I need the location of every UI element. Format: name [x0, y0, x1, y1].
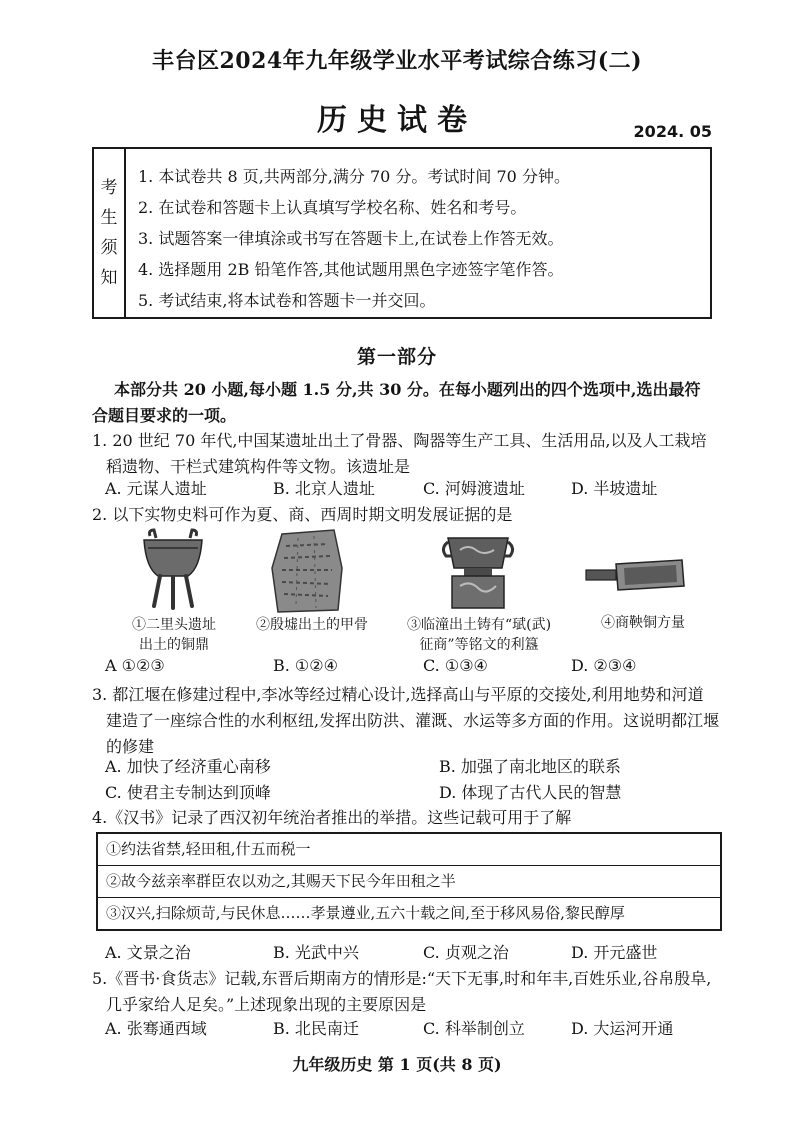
- exam-title: 丰台区2024年九年级学业水平考试综合练习(二): [151, 48, 643, 74]
- question-4: [92, 805, 722, 831]
- notice-label-char: 生: [100, 208, 118, 228]
- caption-line: ③临潼出土铸有“珷(武): [406, 617, 552, 633]
- shang-yang-measure-image: [584, 556, 686, 596]
- notice-item: 5. 考试结束,将本试卷和答题卡一并交回。: [138, 291, 436, 310]
- li-gui-vessel-image: [440, 528, 516, 612]
- caption-line: ②殷墟出土的甲骨: [256, 617, 368, 633]
- option-row: [105, 780, 725, 806]
- option-d: D. 半坡遗址: [571, 479, 658, 498]
- question-stem: 1. 20 世纪 70 年代,中国某遗址出土了骨器、陶器等生产工具、生活用品,以及人工栽培稻遗物、干栏式建筑构件等文物。该遗址是: [92, 431, 707, 476]
- artifact-caption-1: [116, 615, 232, 655]
- notice-item: 3. 试题答案一律填涂或书写在答题卡上,在试卷上作答无效。: [138, 229, 564, 248]
- page-footer: 九年级历史 第 1 页(共 8 页): [292, 1055, 502, 1074]
- source-quote-table: [96, 832, 722, 931]
- option-d: D. ②③④: [571, 656, 637, 675]
- option-a: A. 文景之治: [105, 943, 191, 962]
- notice-item: 1. 本试卷共 8 页,共两部分,满分 70 分。考试时间 70 分钟。: [138, 167, 570, 186]
- question-1: [92, 428, 722, 480]
- question-3-options: [105, 754, 725, 806]
- paper-title: 历史试卷: [317, 103, 477, 138]
- notice-label-char: 须: [100, 238, 118, 258]
- option-c: C. ①③④: [423, 656, 488, 675]
- question-2-options: [105, 656, 725, 682]
- option-b: B. 光武中兴: [273, 943, 359, 962]
- option-a: A. 元谋人遗址: [105, 479, 207, 498]
- bronze-ding-image: [138, 528, 208, 610]
- option-a: A. 张骞通西域: [105, 1019, 207, 1038]
- option-c: C. 科举制创立: [423, 1019, 525, 1038]
- section-title: 第一部分: [356, 346, 437, 368]
- question-stem: 5.《晋书·食货志》记载,东晋后期南方的情形是:“天下无事,时和年丰,百姓乐业,谷帛殷阜,几乎家给人足矣。”上述现象出现的主要原因是: [92, 969, 712, 1014]
- question-5: [92, 966, 722, 1018]
- option-d: D. 大运河开通: [571, 1019, 674, 1038]
- question-stem: 2. 以下实物史料可作为夏、商、西周时期文明发展证据的是: [92, 505, 513, 524]
- option-row: [105, 754, 725, 780]
- quote-row: ②故今兹亲率群臣农以劝之,其赐天下民今年田租之半: [98, 866, 720, 898]
- oracle-bone-image: [268, 528, 346, 614]
- artifact-caption-3: [390, 615, 568, 655]
- option-c: C. 河姆渡遗址: [423, 479, 525, 498]
- artifact-caption-4: [588, 613, 698, 633]
- option-c: C. 贞观之治: [423, 943, 509, 962]
- option-c: C. 使君主专制达到顶峰: [105, 783, 271, 802]
- option-b: B. 北民南迁: [273, 1019, 359, 1038]
- option-b: B. 加强了南北地区的联系: [439, 757, 621, 776]
- question-5-options: [105, 1016, 725, 1042]
- option-d: D. 开元盛世: [571, 943, 658, 962]
- section-intro: 本部分共 20 小题,每小题 1.5 分,共 30 分。在每小题列出的四个选项中,选出最符合题目要求的一项。: [92, 380, 701, 425]
- caption-line: ④商鞅铜方量: [601, 615, 685, 631]
- exam-date: 2024. 05: [633, 122, 712, 141]
- notice-list: [138, 161, 704, 316]
- question-stem: 4.《汉书》记录了西汉初年统治者推出的举措。这些记载可用于了解: [92, 808, 572, 827]
- option-b: B. 北京人遗址: [273, 479, 375, 498]
- question-2: [92, 502, 722, 528]
- artifact-caption-2: [242, 615, 382, 635]
- option-b: B. ①②④: [273, 656, 338, 675]
- question-stem: 3. 都江堰在修建过程中,李冰等经过精心设计,选择高山与平原的交接处,利用地势和河道 建造了一座综合性的水利枢纽,发挥出防洪、灌溉、水运等多方面的作用。这说明都江堰的修建: [92, 685, 720, 756]
- question-3: [92, 682, 722, 760]
- notice-item: 2. 在试卷和答题卡上认真填写学校名称、姓名和考号。: [138, 198, 527, 217]
- caption-line: 征商”等铭文的利簋: [419, 637, 539, 653]
- option-a: A ①②③: [105, 656, 165, 675]
- question-1-options: [105, 476, 725, 502]
- option-a: A. 加快了经济重心南移: [105, 757, 271, 776]
- notice-label-char: 知: [100, 268, 118, 288]
- quote-row: ③汉兴,扫除烦苛,与民休息……孝景遵业,五六十载之间,至于移风易俗,黎民醇厚: [106, 904, 625, 922]
- notice-label-char: 考: [100, 178, 118, 198]
- notice-label: [94, 149, 126, 317]
- option-d: D. 体现了古代人民的智慧: [439, 783, 622, 802]
- caption-line: 出土的铜鼎: [139, 637, 209, 653]
- notice-item: 4. 选择题用 2B 铅笔作答,其他试题用黑色字迹签字笔作答。: [138, 260, 564, 279]
- caption-line: ①二里头遗址: [132, 617, 216, 633]
- candidate-notice-box: [92, 147, 712, 319]
- quote-row: ①约法省禁,轻田租,什五而税一: [98, 834, 720, 866]
- question-4-options: [105, 940, 725, 966]
